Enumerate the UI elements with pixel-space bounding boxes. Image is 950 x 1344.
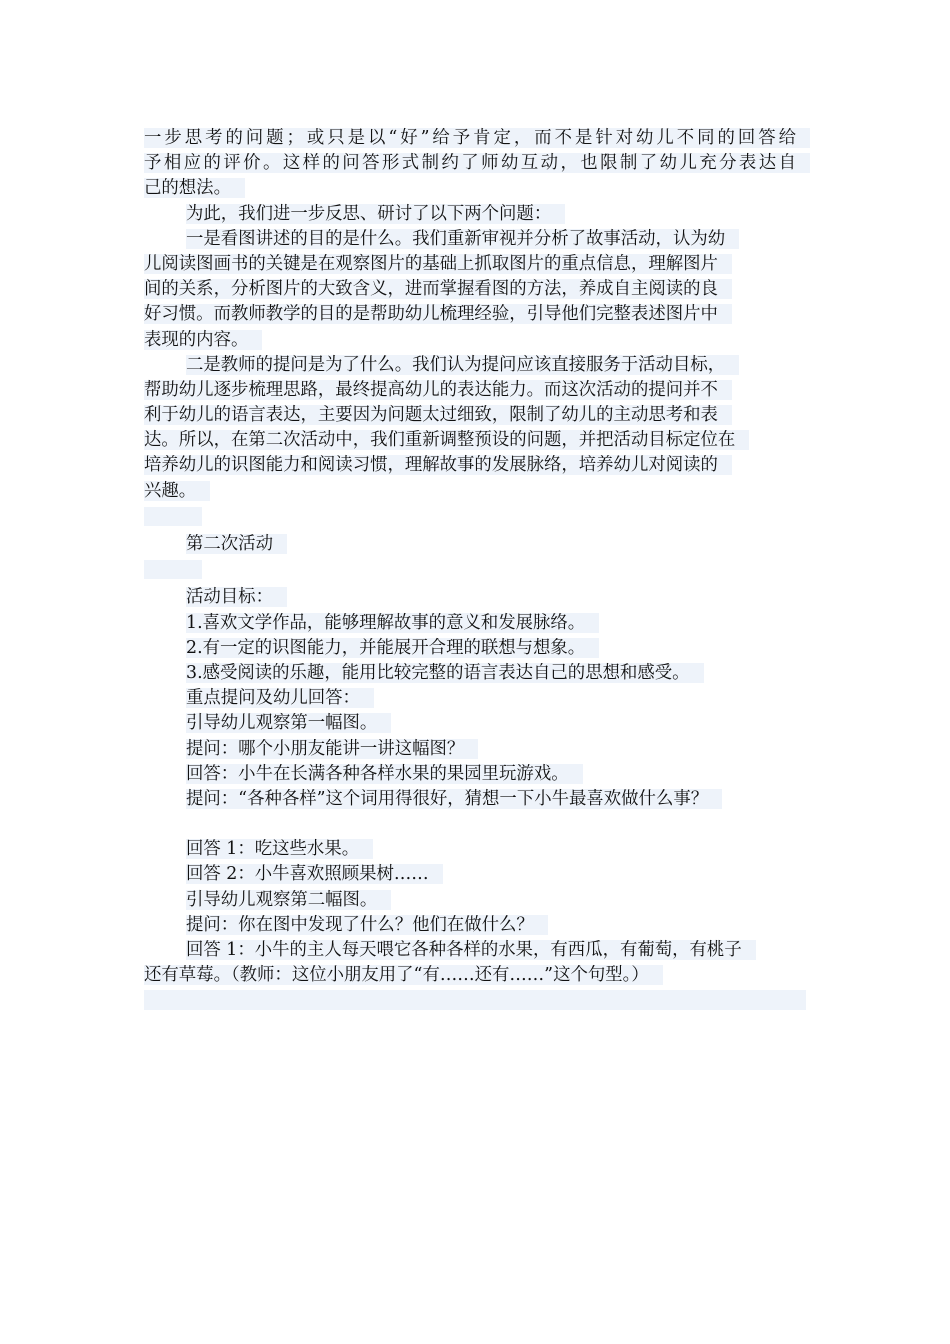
paragraph-line xyxy=(144,277,810,302)
paragraph-line xyxy=(144,585,810,610)
blank-line xyxy=(144,560,810,585)
text-line: 活动目标： xyxy=(186,587,287,607)
paragraph-line xyxy=(144,913,810,938)
text-line: 一是看图讲述的目的是什么。我们重新审视并分析了故事活动，认为幼 xyxy=(186,229,739,249)
text-line: 利于幼儿的语言表达，主要因为问题太过细致，限制了幼儿的主动思考和表 xyxy=(144,405,732,425)
text-line: 一步思考的问题；或只是以“好”给予肯定，而不是针对幼儿不同的回答给 xyxy=(144,128,810,148)
paragraph-line xyxy=(144,453,810,478)
document-page xyxy=(144,126,810,1010)
text-line: 二是教师的提问是为了什么。我们认为提问应该直接服务于活动目标， xyxy=(186,355,739,375)
paragraph-line xyxy=(144,428,810,453)
line-highlight xyxy=(144,990,806,1010)
text-line: 为此，我们进一步反思、研讨了以下两个问题： xyxy=(186,204,565,224)
text-line: 帮助幼儿逐步梳理思路，最终提高幼儿的表达能力。而这次活动的提问并不 xyxy=(144,380,732,400)
text-line: 提问：“各种各样”这个词用得很好，猜想一下小牛最喜欢做什么事？ xyxy=(186,789,722,809)
paragraph-line xyxy=(144,862,810,887)
line-highlight xyxy=(144,560,202,579)
blank-line xyxy=(144,812,810,837)
text-line: 培养幼儿的识图能力和阅读习惯，理解故事的发展脉络，培养幼儿对阅读的 xyxy=(144,455,732,475)
section-heading xyxy=(144,532,810,557)
text-line: 予相应的评价。这样的问答形式制约了师幼互动，也限制了幼儿充分表达自 xyxy=(144,153,810,173)
text-line: 表现的内容。 xyxy=(144,330,262,350)
paragraph-line xyxy=(144,378,810,403)
paragraph-line xyxy=(144,176,810,201)
list-item xyxy=(144,661,810,686)
paragraph-line xyxy=(144,686,810,711)
text-line: 引导幼儿观察第二幅图。 xyxy=(186,890,391,910)
text-line: 提问：哪个小朋友能讲一讲这幅图？ xyxy=(186,739,478,759)
text-line: 第二次活动 xyxy=(186,534,287,554)
paragraph-line xyxy=(144,202,810,227)
text-line: 好习惯。而教师教学的目的是帮助幼儿梳理经验，引导他们完整表述图片中 xyxy=(144,304,732,324)
text-line: 回答 2：小牛喜欢照顾果树…… xyxy=(186,864,443,884)
text-line: 2.有一定的识图能力，并能展开合理的联想与想象。 xyxy=(186,638,599,658)
text-line: 儿阅读图画书的关键是在观察图片的基础上抓取图片的重点信息，理解图片 xyxy=(144,254,732,274)
paragraph-line xyxy=(144,302,810,327)
paragraph-line xyxy=(144,711,810,736)
text-line: 兴趣。 xyxy=(144,481,210,501)
paragraph-line xyxy=(144,479,810,504)
text-line: 还有草莓。（教师：这位小朋友用了“有……还有……”这个句型。） xyxy=(144,965,663,985)
text-line: 回答：小牛在长满各种各样水果的果园里玩游戏。 xyxy=(186,764,583,784)
paragraph-line xyxy=(144,353,810,378)
paragraph-line xyxy=(144,888,810,913)
list-item xyxy=(144,636,810,661)
blank-line xyxy=(144,507,810,532)
text-line: 回答 1：小牛的主人每天喂它各种各样的水果，有西瓜，有葡萄，有桃子 xyxy=(186,940,756,960)
paragraph-line xyxy=(144,403,810,428)
paragraph-line xyxy=(144,787,810,812)
paragraph-line xyxy=(144,762,810,787)
paragraph-line xyxy=(144,227,810,252)
text-line: 重点提问及幼儿回答： xyxy=(186,688,374,708)
paragraph-line xyxy=(144,126,810,151)
text-line: 引导幼儿观察第一幅图。 xyxy=(186,713,391,733)
text-line: 提问：你在图中发现了什么？他们在做什么？ xyxy=(186,915,548,935)
paragraph-line xyxy=(144,938,810,963)
line-highlight xyxy=(144,507,202,526)
text-line: 回答 1：吃这些水果。 xyxy=(186,839,373,859)
text-line: 3.感受阅读的乐趣，能用比较完整的语言表达自己的思想和感受。 xyxy=(186,663,704,683)
text-line: 间的关系，分析图片的大致含义，进而掌握看图的方法，养成自主阅读的良 xyxy=(144,279,732,299)
paragraph-line xyxy=(144,328,810,353)
paragraph-line xyxy=(144,737,810,762)
paragraph-line xyxy=(144,963,810,988)
text-line: 达。所以，在第二次活动中，我们重新调整预设的问题，并把活动目标定位在 xyxy=(144,430,749,450)
paragraph-line xyxy=(144,837,810,862)
text-line: 己的想法。 xyxy=(144,178,245,198)
paragraph-line xyxy=(144,151,810,176)
paragraph-line xyxy=(144,252,810,277)
list-item xyxy=(144,611,810,636)
text-line: 1.喜欢文学作品，能够理解故事的意义和发展脉络。 xyxy=(186,613,599,633)
